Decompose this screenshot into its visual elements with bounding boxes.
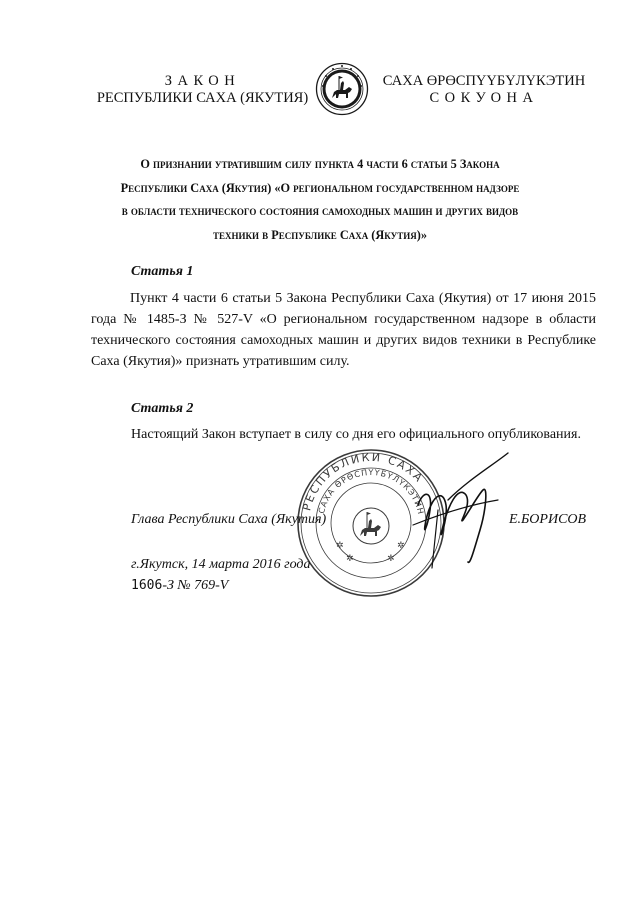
header-right-subtitle: СОКУОНА (429, 90, 539, 106)
article-1-paragraph: Пункт 4 части 6 статьи 5 Закона Республики Саха (Якутия) от 17 июня 2015 года № 1485-З № 527-V «О региональном государственном надзоре в области технического состояния самоходных машин и других видов техники в Республике Саха (Якутия)» признать утратившим силу. (91, 291, 596, 369)
title-line-1: О признании утратившим силу пункта 4 части 6 статьи 5 Закона (140, 157, 500, 171)
header-left (90, 73, 315, 107)
article-1-heading: Статья 1 (131, 264, 194, 279)
title-line-2: Республики Саха (Якутия) «О региональном государственном надзоре (120, 180, 520, 195)
svg-text:✲: ✲ (336, 541, 344, 551)
coat-of-arms-emblem (315, 62, 369, 116)
header-right (372, 73, 596, 107)
svg-text:✲: ✲ (397, 541, 405, 551)
signatory-name: Е.БОРИСОВ (509, 512, 587, 527)
header-right-title: САХА ӨРӨСПҮҮБҮЛҮКЭТИН (382, 73, 586, 89)
svg-text:✲: ✲ (346, 554, 354, 564)
header-left-title: ЗАКОН (164, 73, 241, 89)
handwritten-signature (408, 450, 513, 575)
seal-inner-text: САХА ӨРӨСПҮҮБҮЛҮКЭТИН (316, 467, 426, 516)
svg-text:✲: ✲ (387, 554, 395, 564)
article-2-text (131, 424, 596, 445)
article-2-heading: Статья 2 (131, 401, 194, 416)
law-number-prefix: 1606 (131, 578, 163, 593)
article-2-paragraph: Настоящий Закон вступает в силу со дня его официального опубликования. (131, 427, 581, 442)
header-left-subtitle: РЕСПУБЛИКИ САХА (ЯКУТИЯ) (96, 90, 309, 106)
law-number (131, 578, 228, 594)
seal-outer-text: РЕСПУБЛИКИ САХА (300, 450, 427, 513)
document-title (0, 153, 640, 247)
place-and-date: г.Якутск, 14 марта 2016 года (131, 557, 311, 572)
signatory-position: Глава Республики Саха (Якутия) (131, 512, 327, 527)
title-line-3: в области технического состояния самоходных машин и других видов (121, 204, 519, 218)
article-1-text (91, 288, 596, 372)
title-line-4: техники в Республике Саха (Якутия)» (213, 227, 427, 242)
law-number-suffix: -З № 769-V (162, 578, 229, 593)
